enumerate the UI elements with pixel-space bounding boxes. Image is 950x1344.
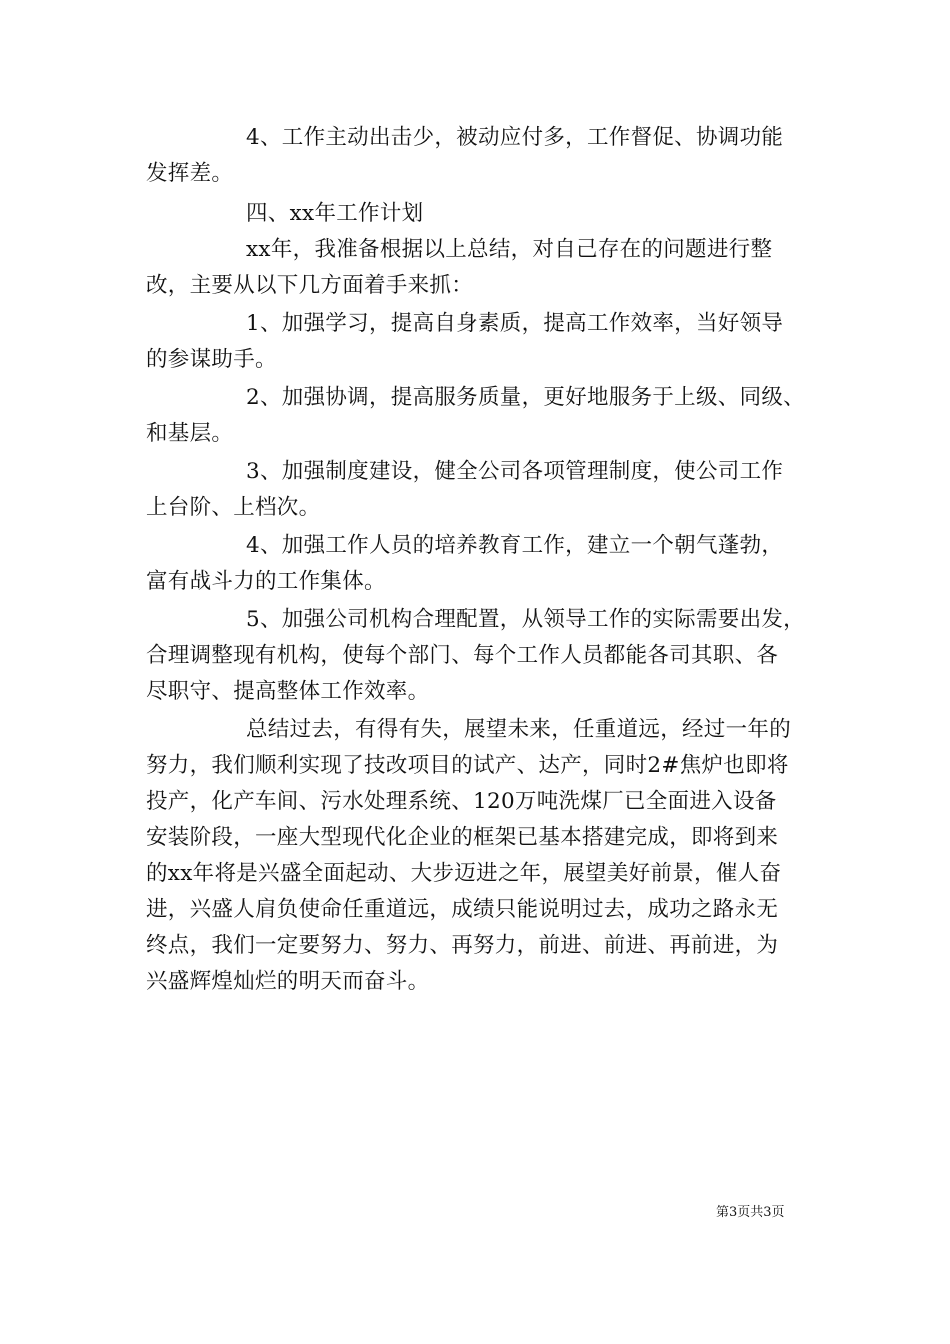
text-line: 4、工作主动出击少，被动应付多，工作督促、协调功能 <box>246 125 784 150</box>
text-line: 兴盛辉煌灿烂的明天而奋斗。 <box>146 969 430 994</box>
text-line: 投产，化产车间、污水处理系统、120万吨洗煤厂已全面进入设备 <box>146 789 777 814</box>
text-line: 3、加强制度建设，健全公司各项管理制度，使公司工作 <box>246 459 784 484</box>
text-line: 进，兴盛人肩负使命任重道远，成绩只能说明过去，成功之路永无 <box>146 897 779 922</box>
text-line: 改，主要从以下几方面着手来抓： <box>146 273 474 298</box>
text-line: 总结过去，有得有失，展望未来，任重道远，经过一年的 <box>246 717 792 742</box>
text-line: 的xx年将是兴盛全面起动、大步迈进之年，展望美好前景，催人奋 <box>146 861 782 886</box>
text-line: 和基层。 <box>146 421 234 446</box>
text-line: 5、加强公司机构合理配置，从领导工作的实际需要出发， <box>246 607 805 632</box>
text-line: 合理调整现有机构，使每个部门、每个工作人员都能各司其职、各 <box>146 643 779 668</box>
text-line: 努力，我们顺利实现了技改项目的试产、达产，同时2#焦炉也即将 <box>146 753 789 778</box>
text-line: 的参谋助手。 <box>146 347 277 372</box>
text-line: 4、加强工作人员的培养教育工作，建立一个朝气蓬勃， <box>246 533 784 558</box>
text-line: 终点，我们一定要努力、努力、再努力，前进、前进、再前进，为 <box>146 933 779 958</box>
text-line: 2、加强协调，提高服务质量，更好地服务于上级、同级、 <box>246 385 805 410</box>
text-line: xx年，我准备根据以上总结，对自己存在的问题进行整 <box>246 237 773 262</box>
page-number: 第3页共3页 <box>716 1205 785 1220</box>
text-line: 安装阶段，一座大型现代化企业的框架已基本搭建完成，即将到来 <box>146 825 779 850</box>
text-line: 富有战斗力的工作集体。 <box>146 569 386 594</box>
text-line: 尽职守、提高整体工作效率。 <box>146 679 430 704</box>
section-heading: 四、xx年工作计划 <box>246 201 424 226</box>
text-line: 1、加强学习，提高自身素质，提高工作效率，当好领导 <box>246 311 784 336</box>
text-line: 发挥差。 <box>146 161 234 186</box>
text-line: 上台阶、上档次。 <box>146 495 321 520</box>
